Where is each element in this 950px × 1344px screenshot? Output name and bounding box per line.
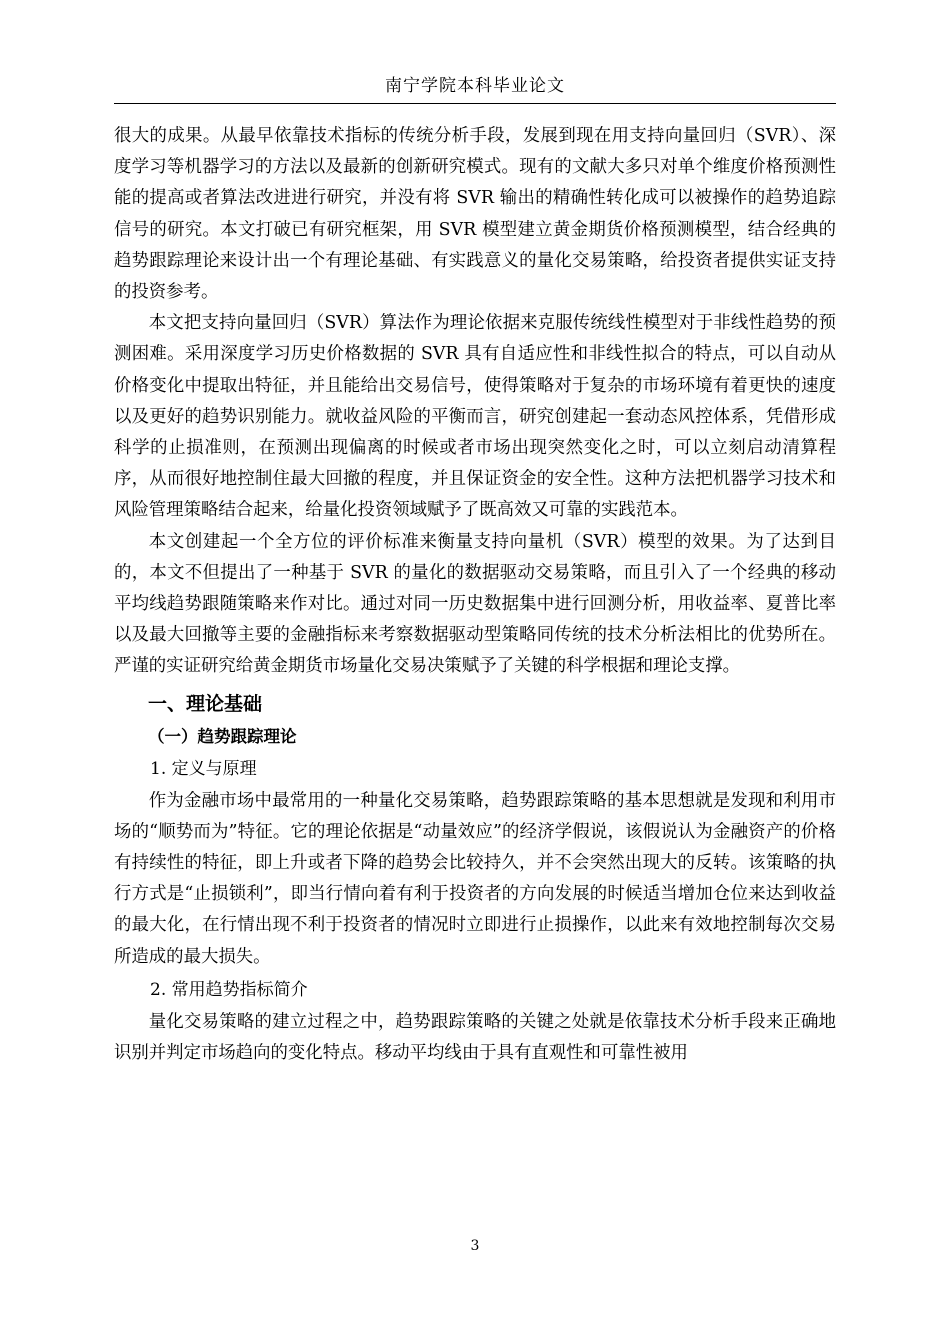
page-header: 南宁学院本科毕业论文: [114, 74, 836, 104]
paragraph-evaluation: 本文创建起一个全方位的评价标准来衡量支持向量机（SVR）模型的效果。为了达到目的，本文不但提出了一种基于 SVR 的量化的数据驱动交易策略，而且引入了一个经典的移动平均线趋势跟随策略来作对比。通过对同一历史数据集中进行回测分析，用收益率、夏普比率以及最大回撤等主要的金融指标来考察数据驱动型策略同传统的技术分析法相比的优势所在。严谨的实证研究给黄金期货市场量化交易决策赋予了关键的科学根据和理论支撑。: [114, 531, 836, 677]
subsection-heading-trend-following: （一）趋势跟踪理论: [148, 726, 297, 746]
page-number: 3: [470, 1238, 480, 1254]
paragraph-svr-method: 本文把支持向量回归（SVR）算法作为理论依据来克服传统线性模型对于非线性趋势的预测困难。采用深度学习历史价格数据的 SVR 具有自适应性和非线性拟合的特点，可以自动从价格变化中提取出特征，并且能给出交易信号，使得策略对于复杂的市场环境有着更快的速度以及更好的趋势识别能力。就收益风险的平衡而言，研究创建起一套动态风控体系，凭借形成科学的止损准则，在预测出现偏离的时候或者市场出现突然变化之时，可以立刻启动清算程序，从而很好地控制住最大回撤的程度，并且保证资金的安全性。这种方法把机器学习技术和风险管理策略结合起来，给量化投资领域赋予了既高效又可靠的实践范本。: [114, 313, 836, 521]
item-heading-indicators: 2. 常用趋势指标简介: [150, 979, 308, 1000]
item-heading-definition: 1. 定义与原理: [150, 758, 257, 779]
page-body: [114, 121, 836, 1069]
paragraph-definition: 作为金融市场中最常用的一种量化交易策略，趋势跟踪策略的基本思想就是发现和利用市场的“顺势而为”特征。它的理论依据是“动量效应”的经济学假说，该假说认为金融资产的价格有持续性的特征，即上升或者下降的趋势会比较持久，并不会突然出现大的反转。该策略的执行方式是“止损锁利”，即当行情向着有利于投资者的方向发展的时候适当增加仓位来达到收益的最大化，在行情出现不利于投资者的情况时立即进行止损操作，以此来有效地控制每次交易所造成的最大损失。: [114, 790, 836, 967]
paragraph-continuation: 很大的成果。从最早依靠技术指标的传统分析手段，发展到现在用支持向量回归（SVR）、深度学习等机器学习的方法以及最新的创新研究模式。现有的文献大多只对单个维度价格预测性能的提高或者算法改进进行研究，并没有将 SVR 输出的精确性转化成可以被操作的趋势追踪信号的研究。本文打破已有研究框架，用 SVR 模型建立黄金期货价格预测模型，结合经典的趋势跟踪理论来设计出一个有理论基础、有实践意义的量化交易策略，给投资者提供实证支持的投资参考。: [114, 126, 836, 303]
paragraph-indicators: 量化交易策略的建立过程之中，趋势跟踪策略的关键之处就是依靠技术分析手段来正确地识别并判定市场趋向的变化特点。移动平均线由于具有直观性和可靠性被用: [114, 1011, 836, 1064]
section-heading-theory: 一、理论基础: [148, 692, 263, 715]
